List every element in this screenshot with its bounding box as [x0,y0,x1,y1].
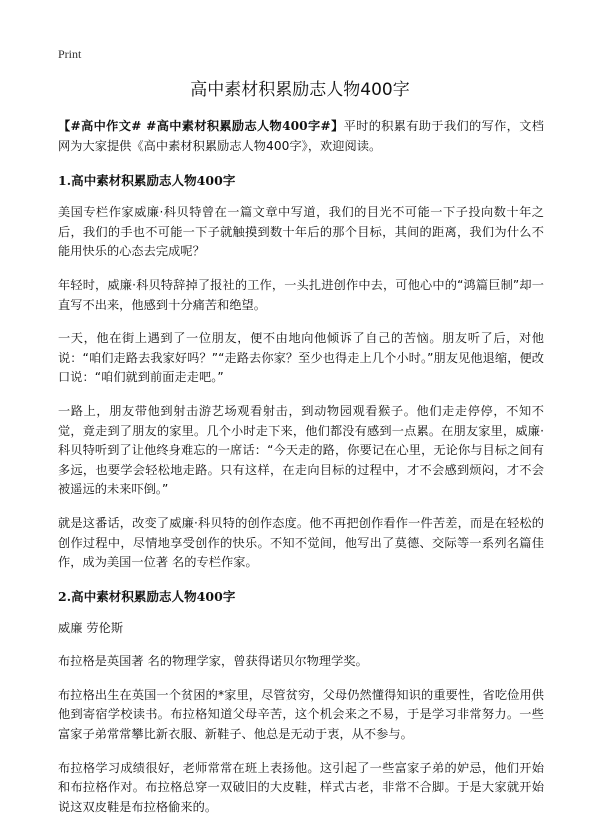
paragraph: 布拉格是英国著 名的物理学家，曾获得诺贝尔物理学奖。 [58,654,368,669]
paragraph: 布拉格学习成绩很好，老师常常在班上表扬他。这引起了一些富家子弟的妒忌，他们开始和布拉格作对。布拉格总穿一双破旧的大皮鞋，样式古老，非常不合脚。于是大家就开始说这双皮鞋是布拉格偷来的。 [58,760,544,814]
paragraph: 美国专栏作家威廉·科贝特曾在一篇文章中写道，我们的目光不可能一下子投向数十年之后，我们的手也不可能一下子就触摸到数十年后的那个目标，其间的距离，我们为什么不能用快乐的心态去完成呢？ [58,205,544,259]
intro-paragraph [58,117,544,156]
paragraph: 年轻时，威廉·科贝特辞掉了报社的工作，一头扎进创作中去，可他心中的“鸿篇巨制”却一直写不出来，他感到十分痛苦和绝望。 [58,277,544,312]
section-heading-1: 1.高中素材积累励志人物400字 [58,173,236,189]
print-label[interactable]: Print [58,47,82,61]
section-heading-2: 2.高中素材积累励志人物400字 [58,588,236,604]
paragraph: 一天，他在街上遇到了一位朋友，便不由地向他倾诉了自己的苦恼。朋友听了后，对他说：“咱们走路去我家好吗？”“走路去你家？至少也得走上几个小时。”朋友见他退缩，便改口说：“咱们就到前面走走吧。” [58,331,544,385]
paragraph: 一路上，朋友带他到射击游艺场观看射击，到动物园观看猴子。他们走走停停，不知不觉，竟走到了朋友的家里。几个小时走下来，他们都没有感到一点累。在朋友家里，威廉·科贝特听到了让他终身难忘的一席话：“今天走的路，你要记在心里，无论你与目标之间有多远，也要学会轻松地走路。只有这样，在走向目标的过程中，才不会感到烦闷，才不会被遥远的未来吓倒。” [58,403,544,497]
article-body [58,117,544,831]
paragraph: 布拉格出生在英国一个贫困的*家里，尽管贫穷，父母仍然懂得知识的重要性，省吃俭用供他到寄宿学校读书。布拉格知道父母辛苦，这个机会来之不易，于是学习非常努力。一些富家子弟常常攀比新衣服、新鞋子、他总是无动于衷，从不参与。 [58,687,544,742]
paragraph: 就是这番话，改变了威廉·科贝特的创作态度。他不再把创作看作一件苦差，而是在轻松的创作过程中，尽情地享受创作的快乐。不知不觉间，他写出了莫德、交际等一系列名篇佳作，成为美国一位著 名的专栏作家。 [58,515,544,570]
intro-tag: 【#高中作文# #高中素材积累励志人物400字#】 [58,119,344,133]
page-title: 高中素材积累励志人物400字 [190,80,410,100]
intro-text: 平时的积累有助于我们的写作，文档网为大家提供《高中素材积累励志人物400字》，欢迎阅读。 [58,119,544,153]
paragraph: 威廉 劳伦斯 [58,620,124,635]
